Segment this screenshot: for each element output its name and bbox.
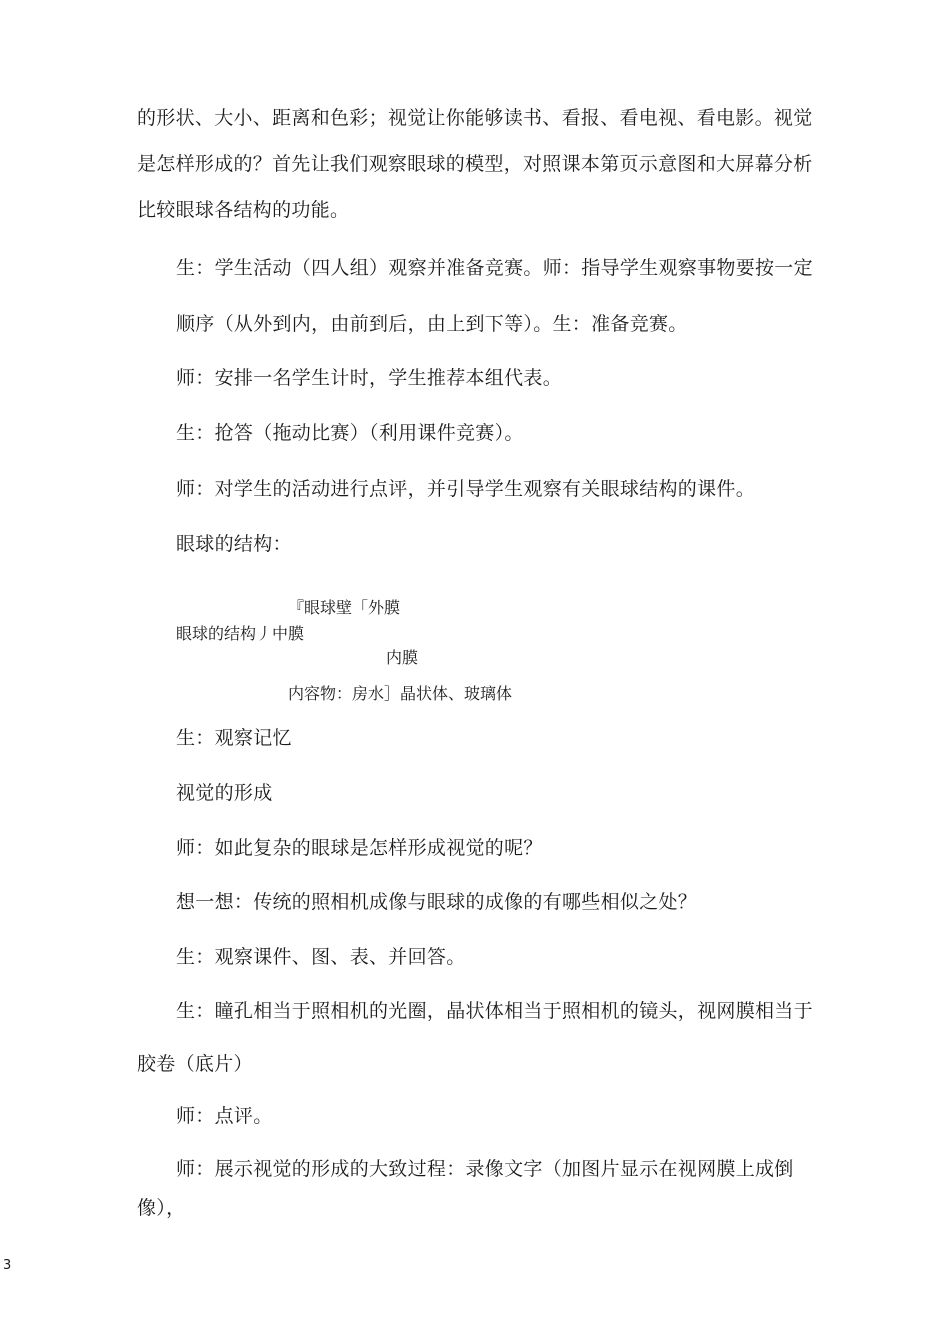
paragraph-line: 师：点评。 — [176, 1105, 273, 1127]
section-heading: 视觉的形成 — [176, 782, 273, 804]
paragraph-line: 眼球的结构： — [176, 533, 292, 555]
page-number: 3 — [3, 1258, 12, 1273]
paragraph-line: 师：如此复杂的眼球是怎样形成视觉的呢？ — [176, 837, 543, 859]
paragraph-line: 像）， — [137, 1197, 186, 1219]
paragraph-line: 的形状、大小、距离和色彩；视觉让你能够读书、看报、看电视、看电影。视觉 — [137, 107, 813, 129]
paragraph-line: 师：安排一名学生计时，学生推荐本组代表。 — [176, 367, 563, 389]
paragraph-line: 比较眼球各结构的功能。 — [137, 199, 350, 221]
paragraph-line: 生：抢答（拖动比赛）（利用课件竞赛）。 — [176, 422, 524, 444]
paragraph-line: 生：学生活动（四人组）观察并准备竞赛。师：指导学生观察事物要按一定 — [176, 257, 813, 279]
paragraph-line: 师：展示视觉的形成的大致过程：录像文字（加图片显示在视网膜上成倒 — [176, 1158, 794, 1180]
diagram-line: 眼球的结构丿中膜 — [176, 624, 305, 643]
diagram-line: 『眼球壁「外膜 — [288, 598, 401, 617]
diagram-line: 内容物：房水］晶状体、玻璃体 — [288, 684, 513, 703]
paragraph-line: 生：观察记忆 — [176, 727, 292, 749]
paragraph-line: 生：瞳孔相当于照相机的光圈，晶状体相当于照相机的镜头，视网膜相当于 — [176, 1000, 813, 1022]
paragraph-line: 生：观察课件、图、表、并回答。 — [176, 946, 466, 968]
paragraph-line: 胶卷（底片） — [137, 1053, 253, 1075]
paragraph-line: 顺序（从外到内，由前到后，由上到下等）。生：准备竞赛。 — [176, 313, 688, 335]
diagram-line: 内膜 — [386, 648, 419, 667]
paragraph-line: 师：对学生的活动进行点评，并引导学生观察有关眼球结构的课件。 — [176, 478, 756, 500]
paragraph-line: 是怎样形成的？首先让我们观察眼球的模型，对照课本第页示意图和大屏幕分析 — [137, 153, 813, 175]
paragraph-line: 想一想：传统的照相机成像与眼球的成像的有哪些相似之处？ — [176, 891, 698, 913]
